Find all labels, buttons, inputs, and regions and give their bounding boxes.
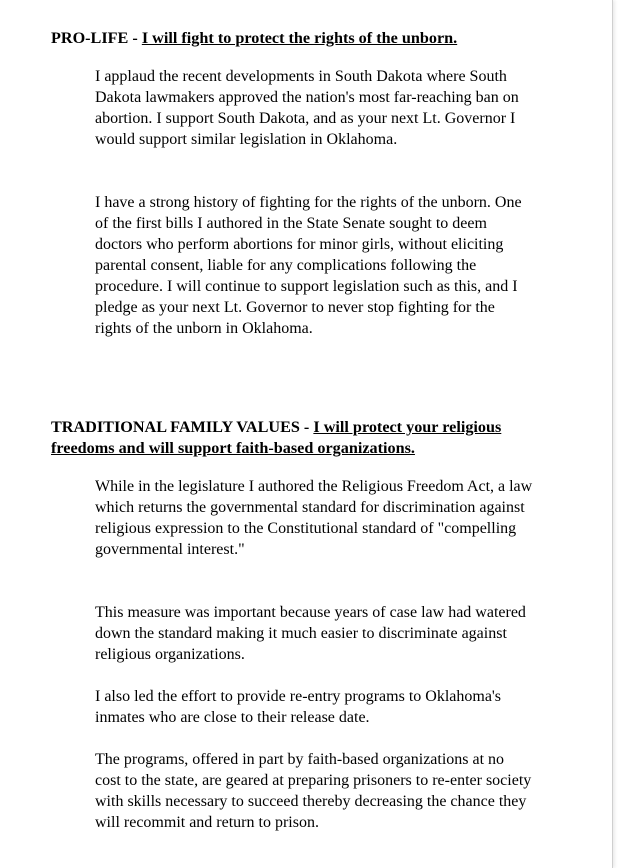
section-heading-family-values — [51, 417, 561, 459]
section-tagline: I will fight to protect the rights of the unborn. — [141, 29, 458, 47]
paragraph: I also led the effort to provide re-entry programs to Oklahoma's inmates who are close to their release date. — [95, 688, 502, 726]
section-separator: - — [128, 29, 142, 47]
section-label: PRO-LIFE — [51, 29, 129, 47]
section-label: TRADITIONAL FAMILY VALUES — [51, 418, 300, 436]
section-separator: - — [299, 418, 314, 436]
section-heading-pro-life — [51, 28, 561, 49]
paragraph: I have a strong history of fighting for the rights of the unborn. One of the first bills I authored in the State Senate sought to deem doctors who perform abortions for minor girls, without eliciting parental consent, liable for any complications following the procedure. I will continue to support legislation such as this, and I pledge as your next Lt. Governor to never stop fighting for the rights of the unborn in Oklahoma. — [95, 194, 522, 337]
section-tagline: I will protect your religious freedoms and will support faith-based organizations. — [51, 418, 502, 457]
paragraph: This measure was important because years of case law had watered down the standard making it much easier to discriminate against religious organizations. — [95, 604, 526, 663]
paragraph: The programs, offered in part by faith-based organizations at no cost to the state, are geared at preparing prisoners to re-enter society with skills necessary to succeed thereby decreasing the chance they will recommit and return to prison. — [95, 751, 532, 831]
paragraph: I applaud the recent developments in South Dakota where South Dakota lawmakers approved the nation's most far-reaching ban on abortion. I support South Dakota, and as your next Lt. Governor I would support similar legislation in Oklahoma. — [95, 68, 519, 148]
paragraph: While in the legislature I authored the Religious Freedom Act, a law which returns the governmental standard for discrimination against religious expression to the Constitutional standard of "compelling governmental interest." — [95, 478, 533, 558]
